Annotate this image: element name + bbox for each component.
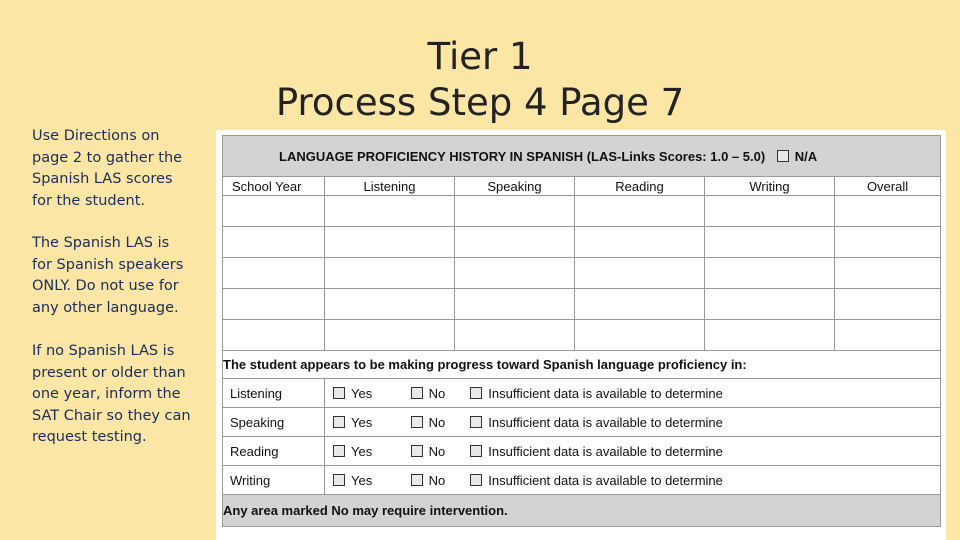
yes-option[interactable]: [325, 444, 407, 459]
score-cell[interactable]: [575, 320, 705, 351]
score-row: [223, 258, 941, 289]
area-label: Listening: [223, 379, 325, 408]
score-cell[interactable]: [835, 258, 941, 289]
score-cell[interactable]: [575, 227, 705, 258]
na-option[interactable]: [777, 149, 817, 164]
insufficient-checkbox[interactable]: [470, 387, 482, 399]
no-label: No: [428, 443, 446, 459]
progress-prompt: The student appears to be making progress toward Spanish language proficiency in:: [223, 351, 941, 379]
score-row: [223, 196, 941, 227]
na-label: N/A: [794, 148, 818, 164]
insufficient-checkbox[interactable]: [470, 445, 482, 457]
no-checkbox[interactable]: [411, 445, 423, 457]
score-cell[interactable]: [325, 227, 455, 258]
no-label: No: [428, 414, 446, 430]
no-label: No: [428, 385, 446, 401]
score-cell[interactable]: [325, 196, 455, 227]
yes-checkbox[interactable]: [333, 387, 345, 399]
form-header-label: LANGUAGE PROFICIENCY HISTORY IN SPANISH (LAS-Links Scores: 1.0 – 5.0): [279, 148, 766, 164]
score-cell[interactable]: [835, 227, 941, 258]
no-checkbox[interactable]: [411, 474, 423, 486]
insufficient-option[interactable]: [470, 415, 723, 430]
no-checkbox[interactable]: [411, 387, 423, 399]
score-row: [223, 289, 941, 320]
score-cell[interactable]: [705, 258, 835, 289]
score-cell[interactable]: [455, 227, 575, 258]
score-cell[interactable]: [223, 258, 325, 289]
insufficient-label: Insufficient data is available to determine: [488, 472, 723, 488]
score-cell[interactable]: [705, 320, 835, 351]
yes-label: Yes: [351, 443, 373, 459]
language-proficiency-form: [216, 130, 946, 540]
score-cell[interactable]: [835, 320, 941, 351]
score-cell[interactable]: [325, 258, 455, 289]
area-label: Speaking: [223, 408, 325, 437]
title-line-1: Tier 1: [427, 35, 533, 78]
column-header-overall: Overall: [835, 177, 941, 196]
column-header-listening: Listening: [325, 177, 455, 196]
score-cell[interactable]: [705, 289, 835, 320]
score-cell[interactable]: [325, 289, 455, 320]
score-cell[interactable]: [705, 227, 835, 258]
score-row: [223, 227, 941, 258]
yes-option[interactable]: [325, 473, 407, 488]
insufficient-checkbox[interactable]: [470, 416, 482, 428]
area-label: Reading: [223, 437, 325, 466]
score-cell[interactable]: [575, 196, 705, 227]
yes-label: Yes: [351, 385, 373, 401]
score-cell[interactable]: [575, 289, 705, 320]
title-line-2: Process Step 4 Page 7: [275, 81, 685, 124]
score-cell[interactable]: [223, 196, 325, 227]
form-footer: Any area marked No may require intervention.: [223, 495, 941, 527]
score-cell[interactable]: [223, 320, 325, 351]
insufficient-option[interactable]: [470, 444, 723, 459]
score-cell[interactable]: [455, 258, 575, 289]
yes-label: Yes: [351, 472, 373, 488]
side-note-spanish-only: The Spanish LAS is for Spanish speakers ONLY. Do not use for any other language.: [32, 235, 184, 316]
insufficient-label: Insufficient data is available to determine: [488, 385, 723, 401]
yes-option[interactable]: [325, 386, 407, 401]
area-row-listening: [223, 379, 941, 408]
form-header: [223, 136, 941, 177]
yes-checkbox[interactable]: [333, 474, 345, 486]
score-cell[interactable]: [575, 258, 705, 289]
score-cell[interactable]: [455, 196, 575, 227]
proficiency-table: [222, 135, 941, 527]
no-option[interactable]: [411, 386, 467, 401]
area-row-reading: [223, 437, 941, 466]
yes-option[interactable]: [325, 415, 407, 430]
column-header-writing: Writing: [705, 177, 835, 196]
column-header-speaking: Speaking: [455, 177, 575, 196]
yes-checkbox[interactable]: [333, 445, 345, 457]
score-cell[interactable]: [705, 196, 835, 227]
score-cell[interactable]: [835, 289, 941, 320]
na-checkbox[interactable]: [777, 150, 789, 162]
no-checkbox[interactable]: [411, 416, 423, 428]
side-note-directions: Use Directions on page 2 to gather the Spanish LAS scores for the student.: [32, 128, 183, 209]
area-label: Writing: [223, 466, 325, 495]
insufficient-option[interactable]: [470, 473, 723, 488]
insufficient-label: Insufficient data is available to determine: [488, 414, 723, 430]
no-label: No: [428, 472, 446, 488]
insufficient-label: Insufficient data is available to determine: [488, 443, 723, 459]
no-option[interactable]: [411, 444, 467, 459]
area-row-writing: [223, 466, 941, 495]
insufficient-checkbox[interactable]: [470, 474, 482, 486]
slide-title: [270, 34, 690, 126]
area-row-speaking: [223, 408, 941, 437]
column-header-school-year: School Year: [223, 177, 325, 196]
score-cell[interactable]: [455, 289, 575, 320]
no-option[interactable]: [411, 473, 467, 488]
yes-checkbox[interactable]: [333, 416, 345, 428]
insufficient-option[interactable]: [470, 386, 723, 401]
score-cell[interactable]: [455, 320, 575, 351]
score-cell[interactable]: [223, 289, 325, 320]
score-cell[interactable]: [835, 196, 941, 227]
score-cell[interactable]: [223, 227, 325, 258]
score-row: [223, 320, 941, 351]
yes-label: Yes: [351, 414, 373, 430]
score-cell[interactable]: [325, 320, 455, 351]
no-option[interactable]: [411, 415, 467, 430]
side-note-no-las: If no Spanish LAS is present or older than one year, inform the SAT Chair so they can request testing.: [32, 343, 191, 445]
column-header-reading: Reading: [575, 177, 705, 196]
